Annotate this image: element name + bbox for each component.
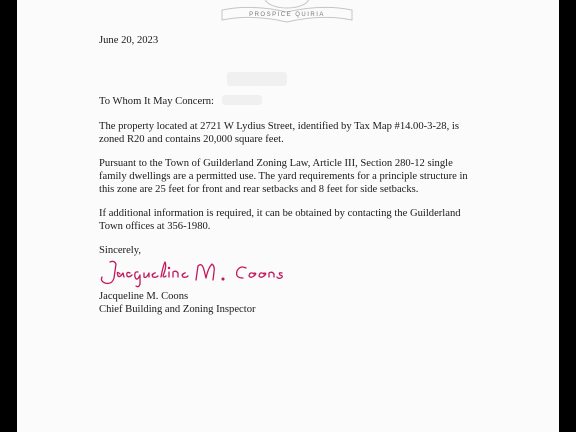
letter-date: June 20, 2023 (99, 35, 159, 46)
signer-name: Jacqueline M. Coons (99, 291, 189, 302)
paragraph-2-line-2: family dwellings are a permitted use. The yard requirements for a principle structure in (99, 171, 468, 182)
paragraph-2-line-1: Pursuant to the Town of Guilderland Zoning Law, Article III, Section 280-12 single (99, 158, 453, 169)
paragraph-1-line-1: The property located at 2721 W Lydius Street, identified by Tax Map #14.00-3-28, is (99, 121, 459, 132)
handwritten-signature-icon (96, 258, 321, 290)
paragraph-3-line-2: Town offices at 356-1980. (99, 221, 211, 232)
signer-title: Chief Building and Zoning Inspector (99, 304, 256, 315)
salutation: To Whom It May Concern: (99, 96, 214, 107)
closing: Sincerely, (99, 245, 141, 256)
paragraph-1-line-2: zoned R20 and contains 20,000 square feet. (99, 134, 284, 145)
letter-page (17, 0, 559, 432)
paragraph-2-line-3: this zone are 25 feet for front and rear setbacks and 8 feet for side setbacks. (99, 184, 419, 195)
seal-motto: PROSPICE QUIRIA (249, 12, 325, 18)
paragraph-3-line-1: If additional information is required, it can be obtained by contacting the Guilderland (99, 208, 461, 219)
